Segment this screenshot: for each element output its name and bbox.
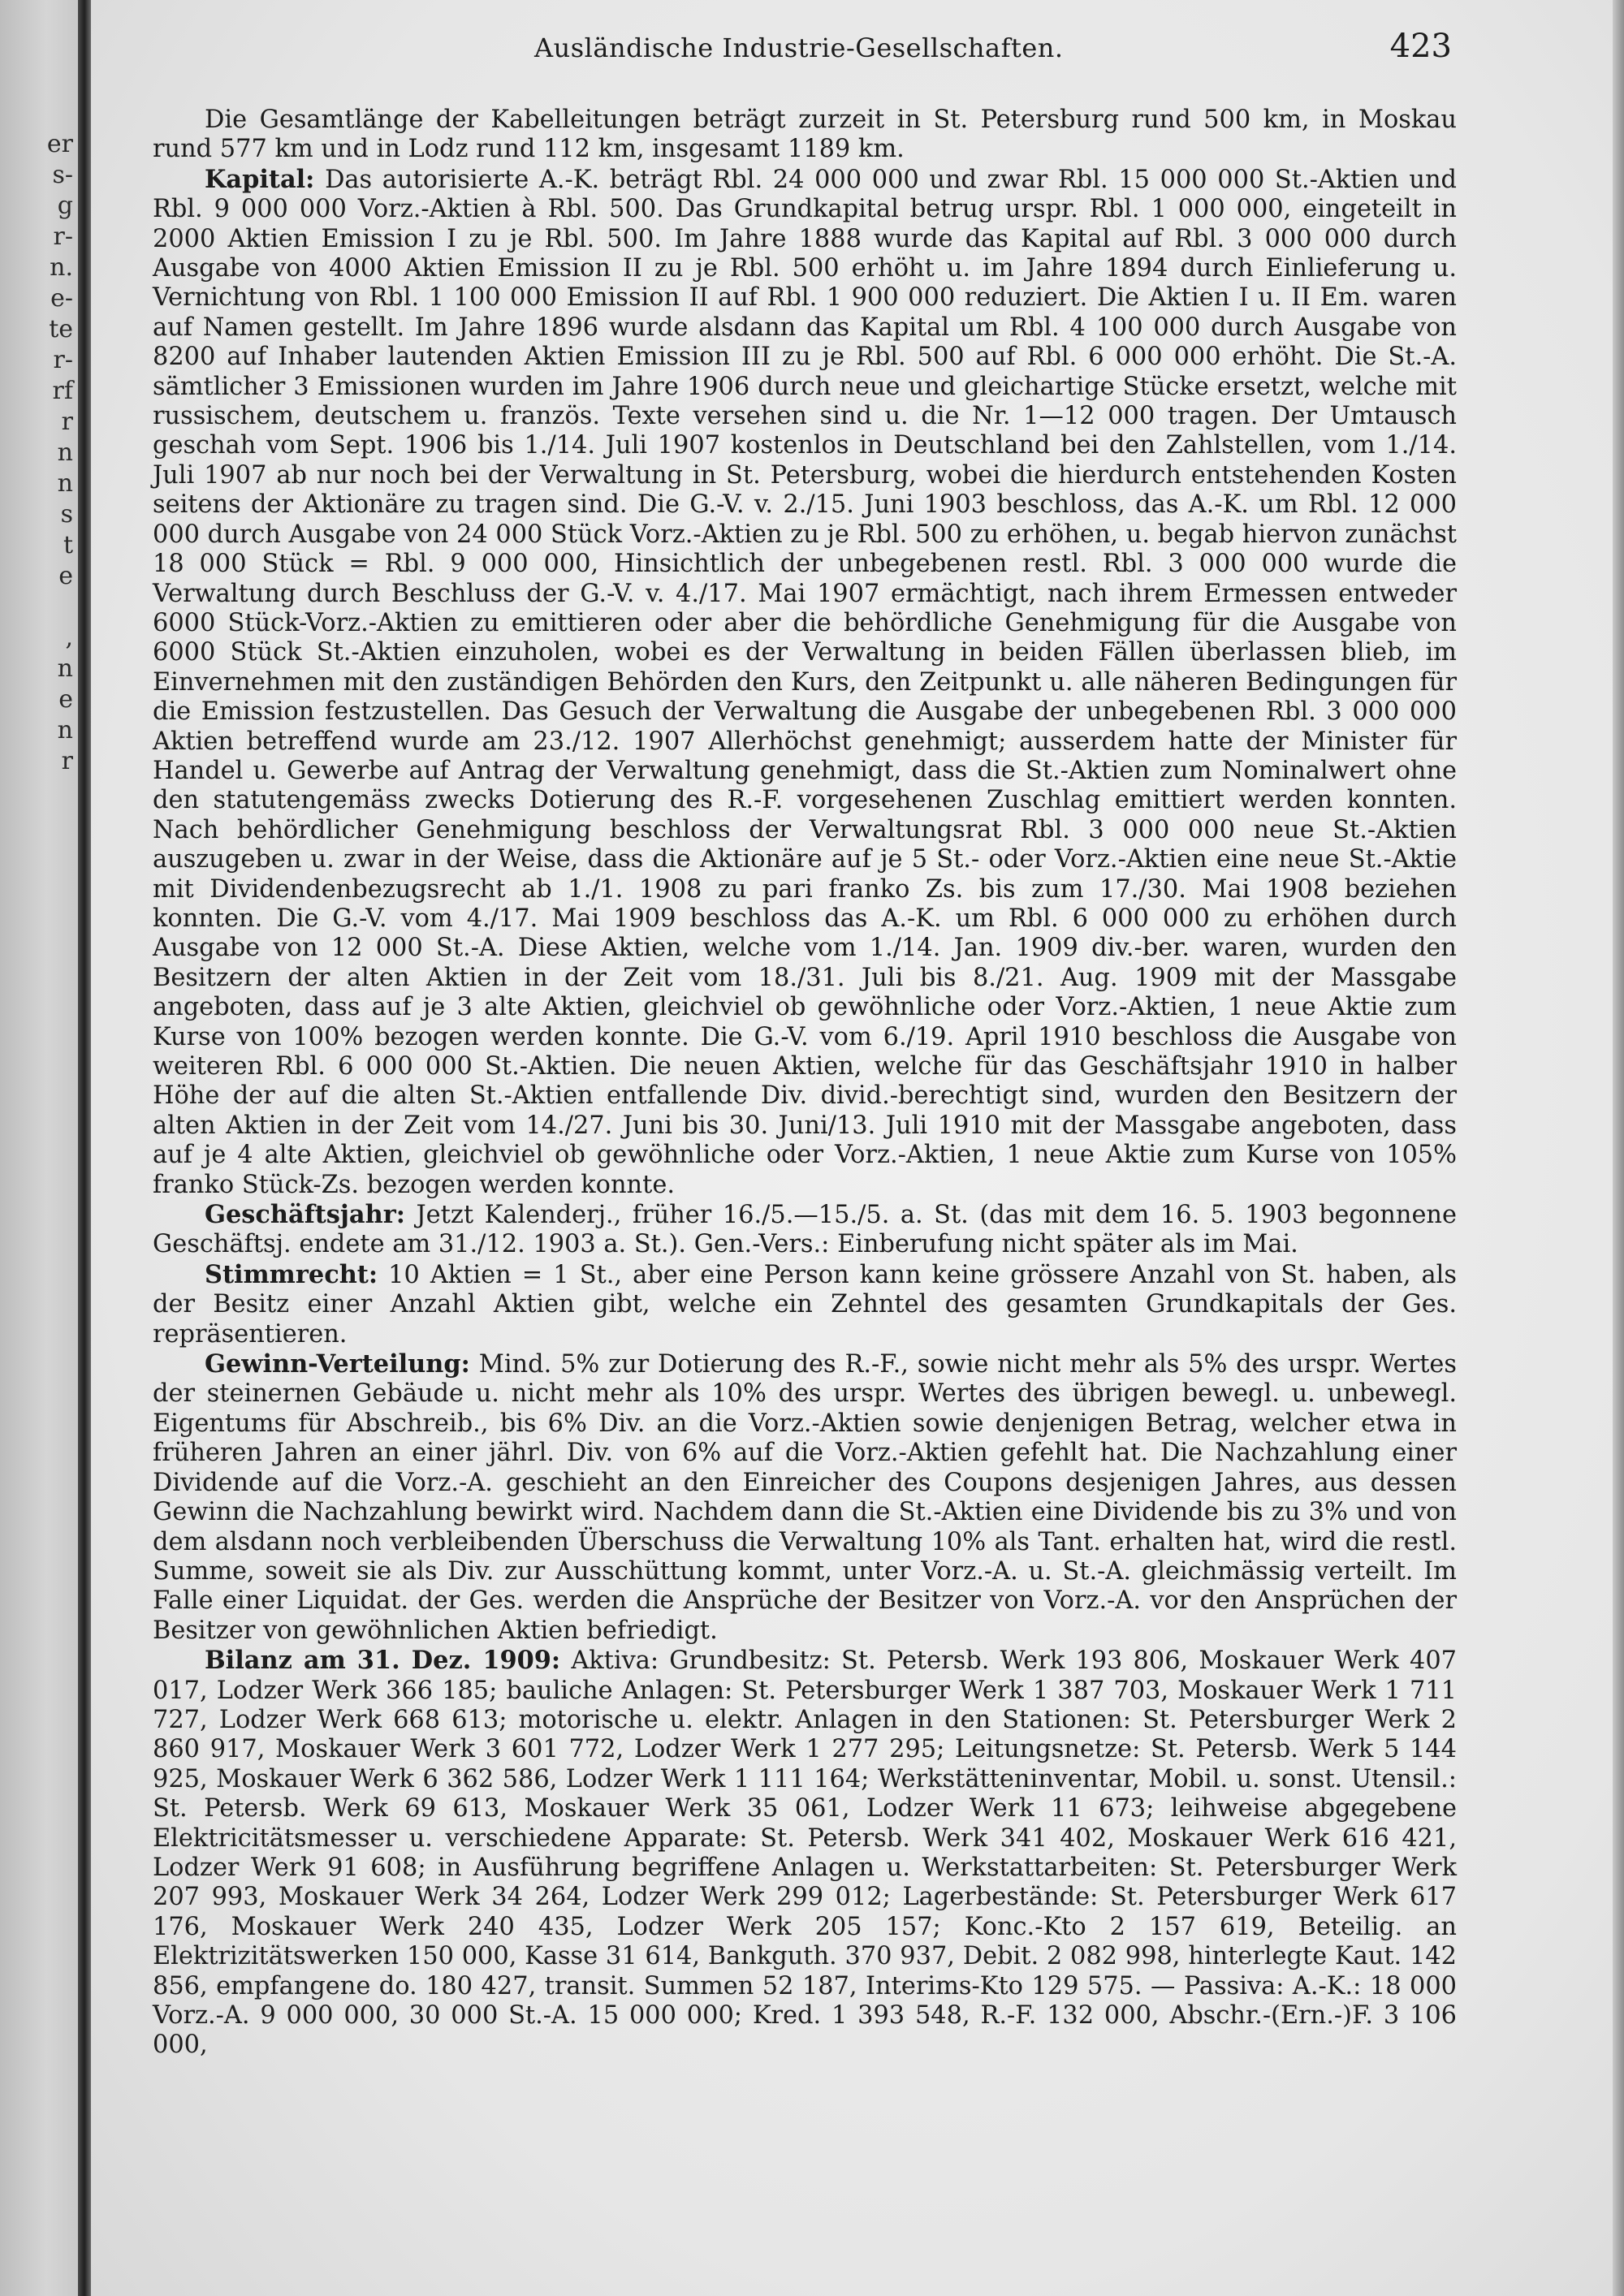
adjacent-page-fragment: n (57, 716, 73, 744)
adjacent-page-fragment: e- (50, 284, 73, 313)
adjacent-page-fragment: n (57, 438, 73, 467)
adjacent-page-fragment: g (57, 192, 73, 220)
paragraph-text: Aktiva: Grundbesitz: St. Petersb. Werk 193 806, Moskauer Werk 407 017, Lodzer Werk 366 185; bauliche Anlagen: St. Petersburger Werk 1 387 703, Moskauer Werk 1 711 727, Lodzer Werk 668 613; motorische u. elektr. Anlagen in den Stationen: St. Petersburger Werk 2 860 917, Moskauer Werk 3 601 772, Lodzer Werk 1 277 295; Leitungsnetze: St. Petersb. Werk 5 144 925, Moskauer Werk 6 362 586, Lodzer Werk 1 111 164; Werkstätteninventar, Mobil. u. sonst. Utensil.: St. Petersb. Werk 69 613, Moskauer Werk 35 061, Lodzer Werk 11 673; leihweise abgegebene Elektricitätsmesser u. verschiedene Apparate: St. Petersb. Werk 341 402, Moskauer Werk 616 421, Lodzer Werk 91 608; in Ausführung begriffene Anlagen u. Werkstattarbeiten: St. Petersburger Werk 207 993, Moskauer Werk 34 264, Lodzer Werk 299 012; Lagerbestände: St. Petersburger Werk 617 176, Moskauer Werk 240 435, Lodzer Werk 205 157; Konc.-Kto 2 157 619, Beteilig. an Elektrizitätswerken 150 000, Kasse 31 614, Bankguth. 370 937, Debit. 2 082 998, hinterlegte Kaut. 142 856, empfangene do. 180 427, transit. Summen 52 187, Interims-Kto 129 575. — Passiva: A.-K.: 18 000 Vorz.-A. 9 000 000, 30 000 St.-A. 15 000 000; Kred. 1 393 548, R.-F. 132 000, Abschr.-(Ern.-)F. 3 106 000, (153, 1646, 1457, 2060)
adjacent-page-fragment: s (60, 500, 73, 529)
page-edge (1613, 0, 1624, 2296)
paragraph-kapital (153, 165, 1457, 1200)
adjacent-page-fragment: n. (50, 253, 73, 282)
paragraph-bilanz (153, 1646, 1457, 2061)
adjacent-page-fragment: n (57, 469, 73, 498)
adjacent-page-fragment: , (65, 624, 73, 652)
paragraph-text: Das autorisierte A.-K. beträgt Rbl. 24 000 000 und zwar Rbl. 15 000 000 St.-Aktien und Rbl. 9 000 000 Vorz.-Aktien à Rbl. 500. Das Grundkapital betrug urspr. Rbl. 1 000 000, eingeteilt in 2000 Aktien Emission I zu je Rbl. 500. Im Jahre 1888 wurde das Kapital auf Rbl. 3 000 000 durch Ausgabe von 4000 Aktien Emission II zu je Rbl. 500 erhöht u. im Jahre 1894 durch Einlieferung u. Vernichtung von Rbl. 1 100 000 Emission II auf Rbl. 1 900 000 reduziert. Die Aktien I u. II Em. waren auf Namen gestellt. Im Jahre 1896 wurde alsdann das Kapital um Rbl. 4 100 000 durch Ausgabe von 8200 auf Inhaber lautenden Aktien Emission III zu je Rbl. 500 auf Rbl. 6 000 000 erhöht. Die St.-A. sämtlicher 3 Emissionen wurden im Jahre 1906 durch neue und gleichartige Stücke ersetzt, welche mit russischem, deutschem u. französ. Texte versehen sind u. die Nr. 1—12 000 tragen. Der Umtausch geschah vom Sept. 1906 bis 1./14. Juli 1907 kostenlos in Deutschland bei den Zahlstellen, vom 1./14. Juli 1907 ab nur noch bei der Verwaltung in St. Petersburg, wobei die hierdurch entstehenden Kosten seitens der Aktionäre zu tragen sind. Die G.-V. v. 2./15. Juni 1903 beschloss, das A.-K. um Rbl. 12 000 000 durch Ausgabe von 24 000 Stück Vorz.-Aktien zu je Rbl. 500 zu erhöhen, u. begab hiervon zunächst 18 000 Stück = Rbl. 9 000 000, Hinsichtlich der unbegebenen restl. Rbl. 3 000 000 wurde die Verwaltung durch Beschluss der G.-V. v. 4./17. Mai 1907 ermächtigt, nach ihrem Ermessen entweder 6000 Stück-Vorz.-Aktien zu emittieren oder aber die behördliche Genehmigung für die Ausgabe von 6000 Stück St.-Aktien einzuholen, wobei es der Verwaltung in beiden Fällen überlassen blieb, im Einvernehmen mit den zuständigen Behörden den Kurs, den Zeitpunkt u. alle näheren Bedingungen für die Emission festzustellen. Das Gesuch der Verwaltung die Ausgabe der unbegebenen Rbl. 3 000 000 Aktien betreffend wurde am 23./12. 1907 Allerhöchst genehmigt; ausserdem hatte der Minister für Handel u. Gewerbe auf Antrag der Verwaltung genehmigt, dass die St.-Aktien zum Nominalwert ohne den statutengemäss zwecks Dotierung des R.-F. vorgesehenen Zuschlag emittiert werden konnten. Nach behördlicher Genehmigung beschloss der Verwaltungsrat Rbl. 3 000 000 neue St.-Aktien auszugeben u. zwar in der Weise, dass die Aktionäre auf je 5 St.- oder Vorz.-Aktien eine neue St.-Aktie mit Dividendenbezugsrecht ab 1./1. 1908 zu pari franko Zs. bis zum 17./30. Mai 1908 beziehen konnten. Die G.-V. vom 4./17. Mai 1909 beschloss das A.-K. um Rbl. 6 000 000 zu erhöhen durch Ausgabe von 12 000 St.-A. Diese Aktien, welche vom 1./14. Jan. 1909 div.-ber. waren, wurden den Besitzern der alten Aktien in der Zeit vom 18./31. Juli bis 8./21. Aug. 1909 mit der Massgabe angeboten, dass auf je 3 alte Aktien, gleichviel ob gewöhnliche oder Vorz.-Aktien, 1 neue Aktie zum Kurse von 100% bezogen werden konnte. Die G.-V. vom 6./19. April 1910 beschloss die Ausgabe von weiteren Rbl. 6 000 000 St.-Aktien. Die neuen Aktien, welche für das Geschäftsjahr 1910 in halber Höhe der auf die alten St.-Aktien entfallende Div. divid.-berechtigt sind, wurden den Besitzern der alten Aktien in der Zeit vom 14./27. Juni bis 30. Juni/13. Juli 1910 mit der Massgabe angeboten, dass auf je 4 alte Aktien, gleichviel ob gewöhnliche oder Vorz.-Aktien, 1 neue Aktie zum Kurse von 105% franko Stück-Zs. bezogen werden konnte. (153, 165, 1457, 1199)
paragraph-gewinn-verteilung (153, 1349, 1457, 1646)
paragraph-text: 10 Aktien = 1 St., aber eine Person kann keine grössere Anzahl von St. haben, als der Besitz einer Anzahl Aktien gibt, welche ein Zehntel des gesamten Grundkapitals der Ges. repräsentieren. (153, 1260, 1457, 1349)
adjacent-page-strip (0, 0, 78, 2296)
adjacent-page-fragment: e (58, 685, 73, 714)
section-label: Stimmrecht: (205, 1259, 378, 1289)
running-title: Ausländische Industrie-Gesellschaften. (534, 32, 1064, 63)
paragraph-text: Jetzt Kalenderj., früher 16./5.—15./5. a. St. (das mit dem 16. 5. 1903 begonnene Geschäftsj. endete am 31./12. 1903 a. St.). Gen.-Vers.: Einberufung nicht später als im Mai. (153, 1201, 1457, 1259)
paragraph-text: Mind. 5% zur Dotierung des R.-F., sowie nicht mehr als 5% des urspr. Wertes der steinernen Gebäude u. nicht mehr als 10% des urspr. Wertes des übrigen bewegl. u. unbewegl. Eigentums für Abschreib., bis 6% Div. an die Vorz.-Aktien sowie denjenigen Betrag, welcher etwa in früheren Jahren an einer jährl. Div. von 6% auf die Vorz.-Aktien gefehlt hat. Die Nachzahlung einer Dividende auf die Vorz.-A. geschieht an den Einreicher des Coupons desjenigen Jahres, aus dessen Gewinn die Nachzahlung bewirkt wird. Nachdem dann die St.-Aktien eine Dividende bis zu 3% und von dem alsdann noch verbleibenden Überschuss die Verwaltung 10% als Tant. erhalten hat, wird die restl. Summe, soweit sie als Div. zur Ausschüttung kommt, unter Vorz.-A. u. St.-A. gleichmässig verteilt. Im Falle einer Liquidat. der Ges. werden die Ansprüche der Besitzer von Vorz.-A. vor den Ansprüchen der Besitzer von gewöhnlichen Aktien befriedigt. (153, 1350, 1457, 1645)
section-label: Geschäftsjahr: (205, 1200, 405, 1230)
adjacent-page-fragment: rf (52, 377, 73, 405)
adjacent-page-fragment: r- (53, 346, 73, 374)
page-number: 423 (1389, 28, 1452, 65)
adjacent-page-fragment: r (61, 747, 73, 775)
paragraph-geschaeftsjahr (153, 1200, 1457, 1260)
article-body (153, 106, 1457, 2061)
page-header (153, 28, 1452, 73)
section-label: Kapital: (205, 164, 315, 194)
adjacent-page-fragment: t (63, 531, 73, 559)
section-label: Gewinn-Verteilung: (205, 1349, 470, 1379)
adjacent-page-fragment: te (49, 315, 73, 343)
adjacent-page-fragment: r- (53, 222, 73, 251)
adjacent-page-fragment: r (61, 408, 73, 436)
paragraph-text: Die Gesamtlänge der Kabelleitungen beträgt zurzeit in St. Petersburg rund 500 km, in Moskau rund 577 km und in Lodz rund 112 km, insgesamt 1189 km. (153, 106, 1457, 164)
paragraph-intro (153, 106, 1457, 165)
book-gutter (78, 0, 91, 2296)
paragraph-stimmrecht (153, 1260, 1457, 1349)
adjacent-page-fragment: n (57, 654, 73, 683)
adjacent-page-fragment: s- (52, 161, 73, 189)
adjacent-page-fragment: er (46, 130, 73, 158)
adjacent-page-fragment: e (58, 562, 73, 590)
section-label: Bilanz am 31. Dez. 1909: (205, 1646, 561, 1676)
